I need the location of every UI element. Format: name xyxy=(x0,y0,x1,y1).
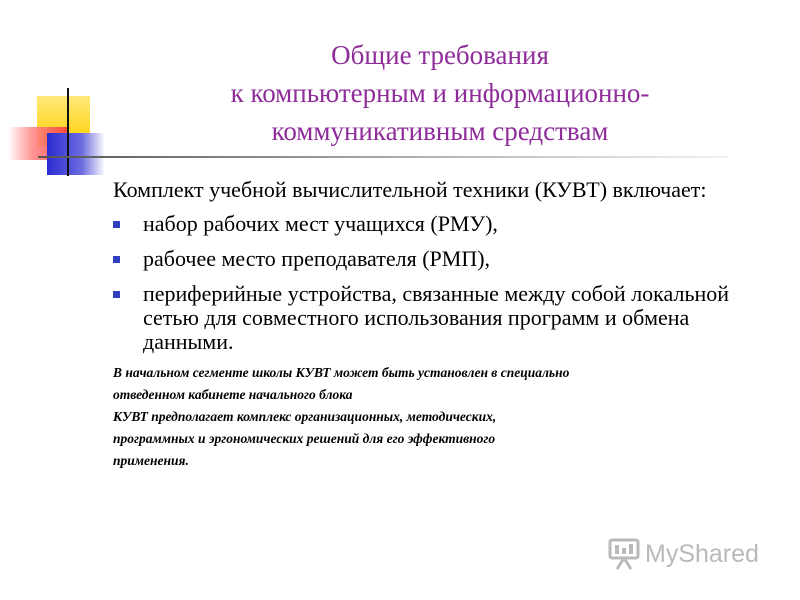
list-item xyxy=(113,247,753,271)
list-item xyxy=(113,212,753,236)
square-bullet-icon xyxy=(113,221,120,228)
note-line: применения. xyxy=(113,453,189,468)
list-item-text: набор рабочих мест учащихся (РМУ), xyxy=(143,211,498,236)
title-line: к компьютерным и информационно- xyxy=(230,78,650,108)
slide-title xyxy=(160,36,720,150)
bullet-list xyxy=(113,212,753,354)
note-line: отведенном кабинете начального блока xyxy=(113,387,353,402)
note-line: В начальном сегменте школы КУВТ может быть установлен в специально xyxy=(113,365,570,380)
title-line: коммуникативным средствам xyxy=(271,116,609,146)
lead-text: Комплект учебной вычислительной техники (КУВТ) включает: xyxy=(113,177,707,202)
vertical-line xyxy=(67,88,69,176)
watermark-text: MyShared xyxy=(645,539,759,568)
note-line: программных и эргономических решений для его эффективного xyxy=(113,431,496,446)
watermark-logo xyxy=(607,536,759,572)
presentation-board-icon xyxy=(607,537,641,571)
list-item-text: периферийные устройства, связанные между собой локальной сетью для совместного использования программ и обмена данными. xyxy=(143,281,730,354)
horizontal-line xyxy=(38,156,728,158)
list-item-text: рабочее место преподавателя (РМП), xyxy=(143,246,491,271)
blue-square xyxy=(47,133,105,175)
title-line: Общие требования xyxy=(331,40,549,70)
square-bullet-icon xyxy=(113,256,120,263)
slide-body xyxy=(113,178,753,472)
note-line: КУВТ предполагает комплекс организационных, методических, xyxy=(113,409,497,424)
square-bullet-icon xyxy=(113,291,120,298)
list-item xyxy=(113,282,753,354)
notes-block xyxy=(113,362,753,472)
